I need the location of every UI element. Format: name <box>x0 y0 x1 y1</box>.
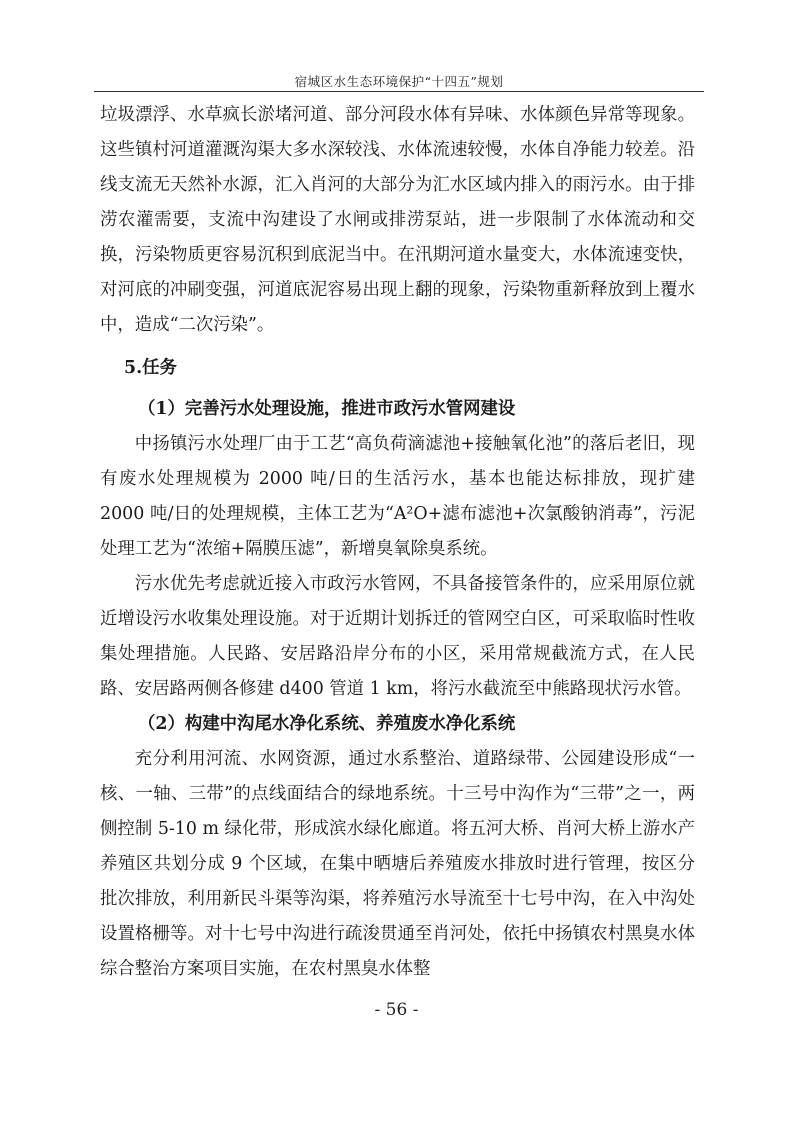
section-heading-task: 5.任务 <box>124 358 177 378</box>
subsection-heading-1: （1）完善污水处理设施，推进市政污水管网建设 <box>138 399 516 419</box>
subsection-heading-2: （2）构建中沟尾水净化系统、养殖废水净化系统 <box>138 714 516 734</box>
paragraph-continued: 垃圾漂浮、水草疯长淤堵河道、部分河段水体有异味、水体颜色异常等现象。这些镇村河道灌溉沟渠大多水深较浅、水体流速较慢，水体自净能力较差。沿线支流无天然补水源，汇入肖河的大部分为汇水区域内排入的雨污水。由于排涝农灌需要，支流中沟建设了水闸或排涝泵站，进一步限制了水体流动和交换，污染物质更容易沉积到底泥当中。在汛期河道水量变大，水体流速变快，对河底的冲刷变强，河道底泥容易出现上翻的现象，污染物重新释放到上覆水中，造成“二次污染”。 <box>100 105 695 335</box>
paragraph-purification-system: 充分利用河流、水网资源，通过水系整治、道路绿带、公园建设形成“一核、一轴、三带”的点线面结合的绿地系统。十三号中沟作为“三带”之一，两侧控制 5-10 m 绿化带，形成滨水绿化廊道。将五河大桥、肖河大桥上游水产养殖区共划分成 9 个区域，在集中晒塘后养殖废水排放时进行管理，按区分批次排放，利用新民斗渠等沟渠，将养殖污水导流至十七号中沟，在入中沟处设置格栅等。对十七号中沟进行疏浚贯通至肖河处，依托中扬镇农村黑臭水体综合整治方案项目实施，在农村黑臭水体整 <box>100 749 695 979</box>
running-header: 宿城区水生态环境保护“十四五”规划 <box>294 74 504 89</box>
header-divider <box>94 91 704 92</box>
paragraph-sewer-network: 污水优先考虑就近接入市政污水管网，不具备接管条件的，应采用原位就近增设污水收集处理设施。对于近期计划拆迁的管网空白区，可采取临时性收集处理措施。人民路、安居路沿岸分布的小区，采用常规截流方式，在人民路、安居路两侧各修建 d400 管道 1 km，将污水截流至中熊路现状污水管。 <box>100 574 695 699</box>
page-number: - 56 - <box>374 1000 419 1020</box>
document-body <box>100 98 695 987</box>
paragraph-wastewater-plant: 中扬镇污水处理厂由于工艺“高负荷滴滤池+接触氧化池”的落后老旧，现有废水处理规模为 2000 吨/日的生活污水，基本也能达标排放，现扩建 2000 吨/日的处理规模，主体工艺为“A²O+滤布滤池+次氯酸钠消毒”，污泥处理工艺为“浓缩+隔膜压滤”，新增臭氧除臭系统。 <box>100 434 695 559</box>
